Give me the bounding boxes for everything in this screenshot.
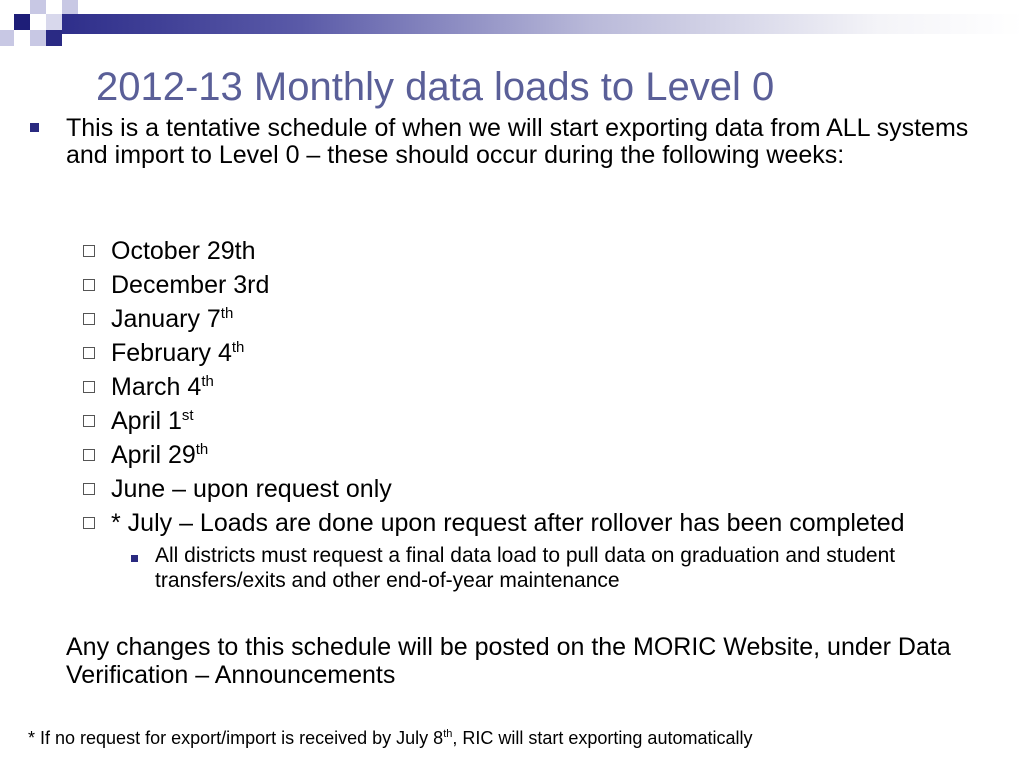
hollow-square-bullet-icon <box>83 347 95 359</box>
changes-note: Any changes to this schedule will be posted on the MORIC Website, under Data Verification – Announcements <box>66 633 951 689</box>
date-text: March 4th <box>111 373 214 401</box>
banner-square-light <box>0 30 14 46</box>
date-text: April 29th <box>111 441 209 469</box>
banner-square-dark <box>46 30 62 46</box>
banner-square-light <box>30 30 46 46</box>
header-banner <box>0 0 1024 48</box>
hollow-square-bullet-icon <box>83 381 95 393</box>
date-text: December 3rd <box>111 271 270 299</box>
hollow-square-bullet-icon <box>83 415 95 427</box>
hollow-square-bullet-icon <box>83 279 95 291</box>
footnote: * If no request for export/import is received by July 8th, RIC will start exporting automatically <box>28 728 753 748</box>
date-text: January 7th <box>111 305 234 333</box>
hollow-square-bullet-icon <box>83 517 95 529</box>
hollow-square-bullet-icon <box>83 245 95 257</box>
hollow-square-bullet-icon <box>83 313 95 325</box>
date-text: April 1st <box>111 407 194 435</box>
hollow-square-bullet-icon <box>83 483 95 495</box>
main-bullet-icon <box>30 123 39 132</box>
sub-bullet-icon <box>131 555 138 562</box>
hollow-square-bullet-icon <box>83 449 95 461</box>
banner-square-light <box>62 0 78 14</box>
date-text: October 29th <box>111 237 256 265</box>
slide-title: 2012-13 Monthly data loads to Level 0 <box>96 65 775 109</box>
date-text: * July – Loads are done upon request after rollover has been completed <box>111 509 905 537</box>
date-text: June – upon request only <box>111 475 392 503</box>
date-text: February 4th <box>111 339 245 367</box>
intro-text: This is a tentative schedule of when we will start exporting data from ALL systems and import to Level 0 – these should occur during the following weeks: <box>66 114 969 169</box>
sub-bullet-text: All districts must request a final data load to pull data on graduation and student transfers/exits and other end-of-year maintenance <box>155 544 896 592</box>
banner-gradient-bar <box>60 14 1024 34</box>
banner-square-light <box>46 14 62 30</box>
banner-square-light <box>30 0 46 14</box>
banner-square-dark <box>14 14 30 30</box>
